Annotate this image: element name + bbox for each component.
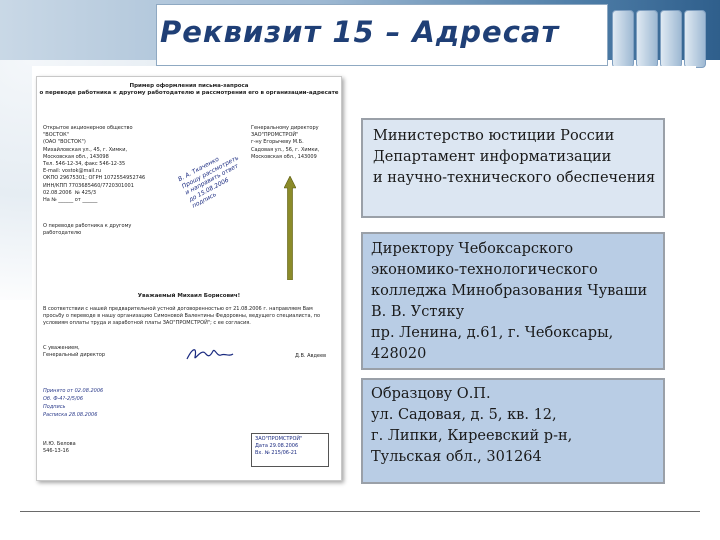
card-line: Департамент информатизации [373,149,612,165]
card-line: и научно-технического обеспечения [373,170,656,186]
card-line: 428020 [371,346,427,362]
sample-heading-line2: о переводе работника к другому работодателю и рассмотрения его в организации-адресате [39,90,339,96]
sample-recipient-block: Генеральному директору ЗАО"ПРОМСТРОЙ" г-ну Егорычеву М.Б. Садовая ул., 56, г. Химки, Московская обл., 143009 [251,125,320,160]
card-line: пр. Ленина, д.61, г. Чебоксары, [371,325,614,341]
sample-greeting: Уважаемый Михаил Борисович! [137,293,241,299]
sample-handwritten-notes: Принято от 02.08.2006 Об. Ф-4?-2/5/06 Подпись Расписка 28.08.2006 [43,388,104,418]
decorative-tab [684,10,706,68]
card-line: Тульская обл., 301264 [371,449,542,465]
sample-executor: И.Ю. Белова 546-13-16 [43,441,76,454]
sample-registration-stamp: ЗАО"ПРОМСТРОЙ" Дата 29.08.2006 Вх. № 215/06-21 [251,433,329,467]
card-line: ул. Садовая, д. 5, кв. 12, [371,407,557,423]
signature-icon [185,345,235,363]
sample-heading [37,83,341,97]
decorative-tab [636,10,658,68]
bottom-divider [20,511,700,512]
addressee-card-ministry [361,118,665,218]
sample-sign-name: Д.В. Авдеев [295,353,327,359]
addressee-card-person [361,378,665,484]
slide-title: Реквизит 15 – Адресат [160,15,560,49]
card-line: Директору Чебоксарского [371,241,574,257]
sample-body-text: В соответствии с нашей предварительной устной договоренностью от 21.08.2006 г. направляем Вам просьбу о переводе в нашу организацию Симоновой Валентины Федоровны, ведущего специалиста, по условиям оплаты труда и заработной платы ЗАО"ПРОМСТРОЙ"; с ее согласия. [43,306,321,326]
sample-sign-position: С уважением, Генеральный директор [43,345,106,358]
decorative-tab [612,10,634,68]
sample-subject: О переводе работника к другому работодателю [43,223,132,236]
card-line: г. Липки, Киреевский р-н, [371,428,573,444]
sample-heading-line1: Пример оформления письма-запроса [129,83,249,89]
card-line: Образцову О.П. [371,386,491,402]
addressee-card-college [361,232,665,370]
card-line: экономико-технологического [371,262,598,278]
sample-sender-block: Открытое акционерное общество "ВОСТОК" (ОАО "ВОСТОК") Михайловская ул., 45, г. Химки, Московская обл., 143098 Тел. 546-12-34, факс 546-12-35 E-mail: vostok@mail.ru ОКПО 29675301; ОГРН 1072554952746 ИНН/КПП 7703685460/7720301001 02.08.2006 № 425/3 На № ______ от ______ [43,125,146,204]
card-line: колледжа Минобразования Чуваши [371,283,648,299]
up-arrow-icon [284,176,296,280]
sample-resolution-stamp: В. А. Ткаченко Прошу рассмотреть и направить ответ до 15.08.2006 подпись [177,153,240,210]
sample-letter-image [36,76,342,481]
decorative-tab [660,10,682,68]
card-line: Министерство юстиции России [373,128,615,144]
card-line: В. В. Устяку [371,304,465,320]
